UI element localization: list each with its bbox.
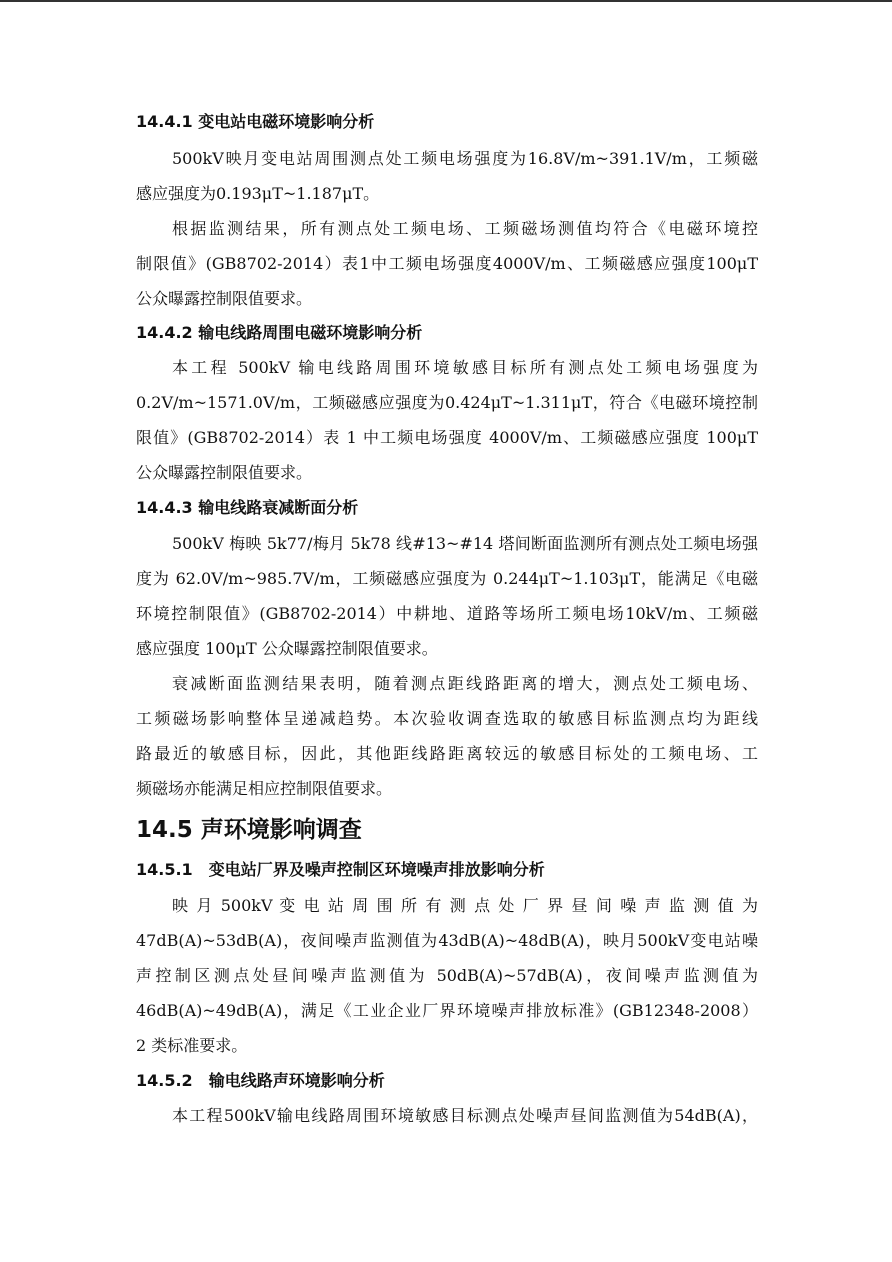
text-line: 制限值》(GB8702-2014）表1中工频电场强度4000V/m、工频磁感应强度100μT: [136, 254, 758, 273]
text-line: 根据监测结果，所有测点处工频电场、工频磁场测值均符合《电磁环境控: [172, 219, 758, 238]
page-top-border: [0, 0, 892, 2]
text-line: 47dB(A)~53dB(A)，夜间噪声监测值为43dB(A)~48dB(A)，映月500kV变电站噪: [136, 931, 758, 950]
text-line: 声控制区测点处昼间噪声监测值为 50dB(A)~57dB(A)，夜间噪声监测值为: [136, 966, 758, 985]
text-line: 路最近的敏感目标，因此，其他距线路距离较远的敏感目标处的工频电场、工: [136, 744, 758, 763]
text-line: 2 类标准要求。: [136, 1036, 248, 1055]
text-line: 感应强度 100μT 公众曝露控制限值要求。: [136, 639, 438, 658]
heading-14-5-2: 14.5.2 输电线路声环境影响分析: [136, 1071, 385, 1090]
text-line: 环境控制限值》(GB8702-2014）中耕地、道路等场所工频电场10kV/m、工频磁: [136, 604, 758, 623]
heading-14-4-2: 14.4.2 输电线路周围电磁环境影响分析: [136, 323, 423, 342]
text-line: 0.2V/m~1571.0V/m，工频磁感应强度为0.424μT~1.311μT，符合《电磁环境控制: [136, 393, 758, 412]
heading-14-5: 14.5 声环境影响调查: [136, 817, 362, 843]
text-line: 限值》(GB8702-2014）表 1 中工频电场强度 4000V/m、工频磁感应强度 100μT: [136, 428, 758, 447]
text-line: 衰减断面监测结果表明，随着测点距线路距离的增大，测点处工频电场、: [172, 674, 758, 693]
text-line: 公众曝露控制限值要求。: [136, 463, 313, 482]
text-line: 工频磁场影响整体呈递减趋势。本次验收调查选取的敏感目标监测点均为距线: [136, 709, 758, 728]
text-line: 46dB(A)~49dB(A)，满足《工业企业厂界环境噪声排放标准》(GB12348-2008）: [136, 1001, 758, 1020]
text-line: 500kV 梅映 5k77/梅月 5k78 线#13~#14 塔间断面监测所有测点处工频电场强: [172, 534, 758, 553]
text-line: 公众曝露控制限值要求。: [136, 289, 313, 308]
heading-14-4-3: 14.4.3 输电线路衰减断面分析: [136, 498, 359, 517]
text-line: 500kV映月变电站周围测点处工频电场强度为16.8V/m~391.1V/m，工频磁: [172, 149, 758, 168]
text-line: 映 月 500kV 变 电 站 周 围 所 有 测 点 处 厂 界 昼 间 噪 声 监 测 值 为: [172, 896, 758, 915]
text-line: 本工程 500kV 输电线路周围环境敏感目标所有测点处工频电场强度为: [172, 358, 758, 377]
heading-14-5-1: 14.5.1 变电站厂界及噪声控制区环境噪声排放影响分析: [136, 860, 545, 879]
text-line: 频磁场亦能满足相应控制限值要求。: [136, 779, 393, 798]
text-line: 感应强度为0.193μT~1.187μT。: [136, 184, 380, 203]
text-line: 本工程500kV输电线路周围环境敏感目标测点处噪声昼间监测值为54dB(A)，: [172, 1106, 758, 1125]
heading-14-4-1: 14.4.1 变电站电磁环境影响分析: [136, 112, 375, 131]
text-line: 度为 62.0V/m~985.7V/m，工频磁感应强度为 0.244μT~1.103μT，能满足《电磁: [136, 569, 758, 588]
